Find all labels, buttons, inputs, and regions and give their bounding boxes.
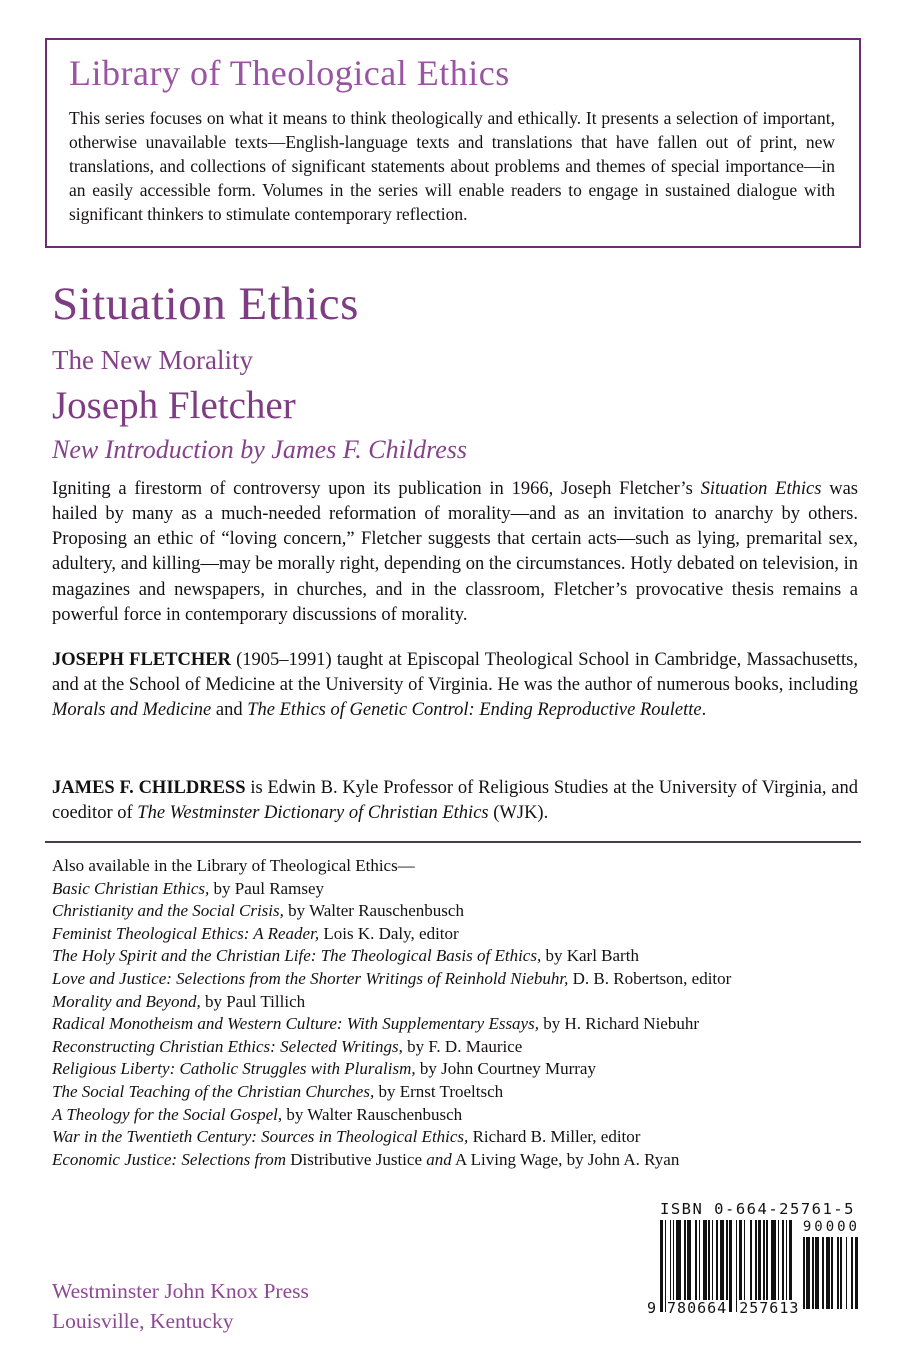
publisher-location: Louisville, Kentucky <box>52 1309 234 1334</box>
book-list <box>52 878 862 1172</box>
author-bio-childress: JAMES F. CHILDRESS is Edwin B. Kyle Professor of Religious Studies at the University of Virginia, and coeditor of The Westminster Dictionary of Christian Ethics (WJK). <box>52 778 858 824</box>
barcode-row <box>647 1219 860 1317</box>
also-available-header: Also available in the Library of Theological Ethics— <box>52 856 415 875</box>
supplement-value: 90000 <box>802 1219 860 1235</box>
series-description: This series focuses on what it means to think theologically and ethically. It presents a selection of important, otherwise unavailable texts—English-language texts and translations that have fallen out of print, new translations, and collections of significant statements about problems and themes of special importance—in an easily accessible form. Volumes in the series will enable readers to engage in sustained dialogue with significant thinkers to stimulate contemporary reflection. <box>69 107 835 225</box>
publisher-name: Westminster John Knox Press <box>52 1279 309 1303</box>
book-list-item: War in the Twentieth Century: Sources in Theological Ethics, Richard B. Miller, editor <box>52 1127 641 1147</box>
book-subtitle: The New Morality <box>52 345 253 375</box>
author-bio-fletcher: JOSEPH FLETCHER (1905–1991) taught at Episcopal Theological School in Cambridge, Massachusetts, and at the School of Medicine at the University of Virginia. He was the author of numerous books, including Morals and Medicine and The Ethics of Genetic Control: Ending Reproductive Roulette. <box>52 650 858 721</box>
book-list-item: Reconstructing Christian Ethics: Selected Writings, by F. D. Maurice <box>52 1036 523 1056</box>
book-author: Joseph Fletcher <box>52 384 296 427</box>
book-list-item: Love and Justice: Selections from the Shorter Writings of Reinhold Niebuhr, D. B. Robertson, editor <box>52 968 732 988</box>
section-divider <box>45 841 861 843</box>
barcode-main <box>647 1220 800 1317</box>
also-available-section <box>52 855 862 1171</box>
isbn-barcode <box>647 1200 860 1317</box>
book-title: Situation Ethics <box>52 278 359 330</box>
series-title: Library of Theological Ethics <box>69 53 510 93</box>
barcode-supplement <box>803 1220 860 1312</box>
book-list-item: Radical Monotheism and Western Culture: With Supplementary Essays, by H. Richard Niebuhr <box>52 1014 700 1034</box>
book-blurb: Igniting a firestorm of controversy upon its publication in 1966, Joseph Fletcher’s Situation Ethics was hailed by many as a much-needed reformation of morality—and as an invitation to anarchy by others. Proposing an ethic of “loving concern,” Fletcher suggests that certain acts—such as lying, premarital sex, adultery, and killing—may be morally right, depending on the circumstances. Hotly debated on television, in magazines and newspapers, in churches, and in the classroom, Fletcher’s provocative thesis remains a powerful force in contemporary discussions of morality. <box>52 479 858 625</box>
book-list-item: Religious Liberty: Catholic Struggles with Pluralism, by John Courtney Murray <box>52 1059 596 1079</box>
supplement-bars <box>803 1237 860 1309</box>
book-list-item: A Theology for the Social Gospel, by Walter Rauschenbusch <box>52 1104 463 1124</box>
isbn-label: ISBN 0-664-25761-5 <box>660 1200 855 1218</box>
book-list-item: Economic Justice: Selections from Distributive Justice and A Living Wage, by John A. Ryan <box>52 1149 680 1169</box>
ean-group-1: 780664 <box>667 1299 728 1317</box>
book-list-item: Feminist Theological Ethics: A Reader, Lois K. Daly, editor <box>52 923 459 943</box>
intro-note: New Introduction by James F. Childress <box>52 435 468 464</box>
book-list-item: The Holy Spirit and the Christian Life: The Theological Basis of Ethics, by Karl Barth <box>52 946 639 966</box>
ean-group-2: 257613 <box>739 1299 800 1317</box>
publisher-block <box>52 1276 309 1336</box>
book-list-item: Morality and Beyond, by Paul Tillich <box>52 991 306 1011</box>
book-list-item: Basic Christian Ethics, by Paul Ramsey <box>52 878 324 898</box>
book-list-item: Christianity and the Social Crisis, by Walter Rauschenbusch <box>52 901 464 921</box>
book-list-item: The Social Teaching of the Christian Churches, by Ernst Troeltsch <box>52 1081 504 1101</box>
ean-digits <box>647 1299 800 1317</box>
series-box <box>45 38 861 248</box>
ean-lead-digit: 9 <box>647 1299 658 1317</box>
